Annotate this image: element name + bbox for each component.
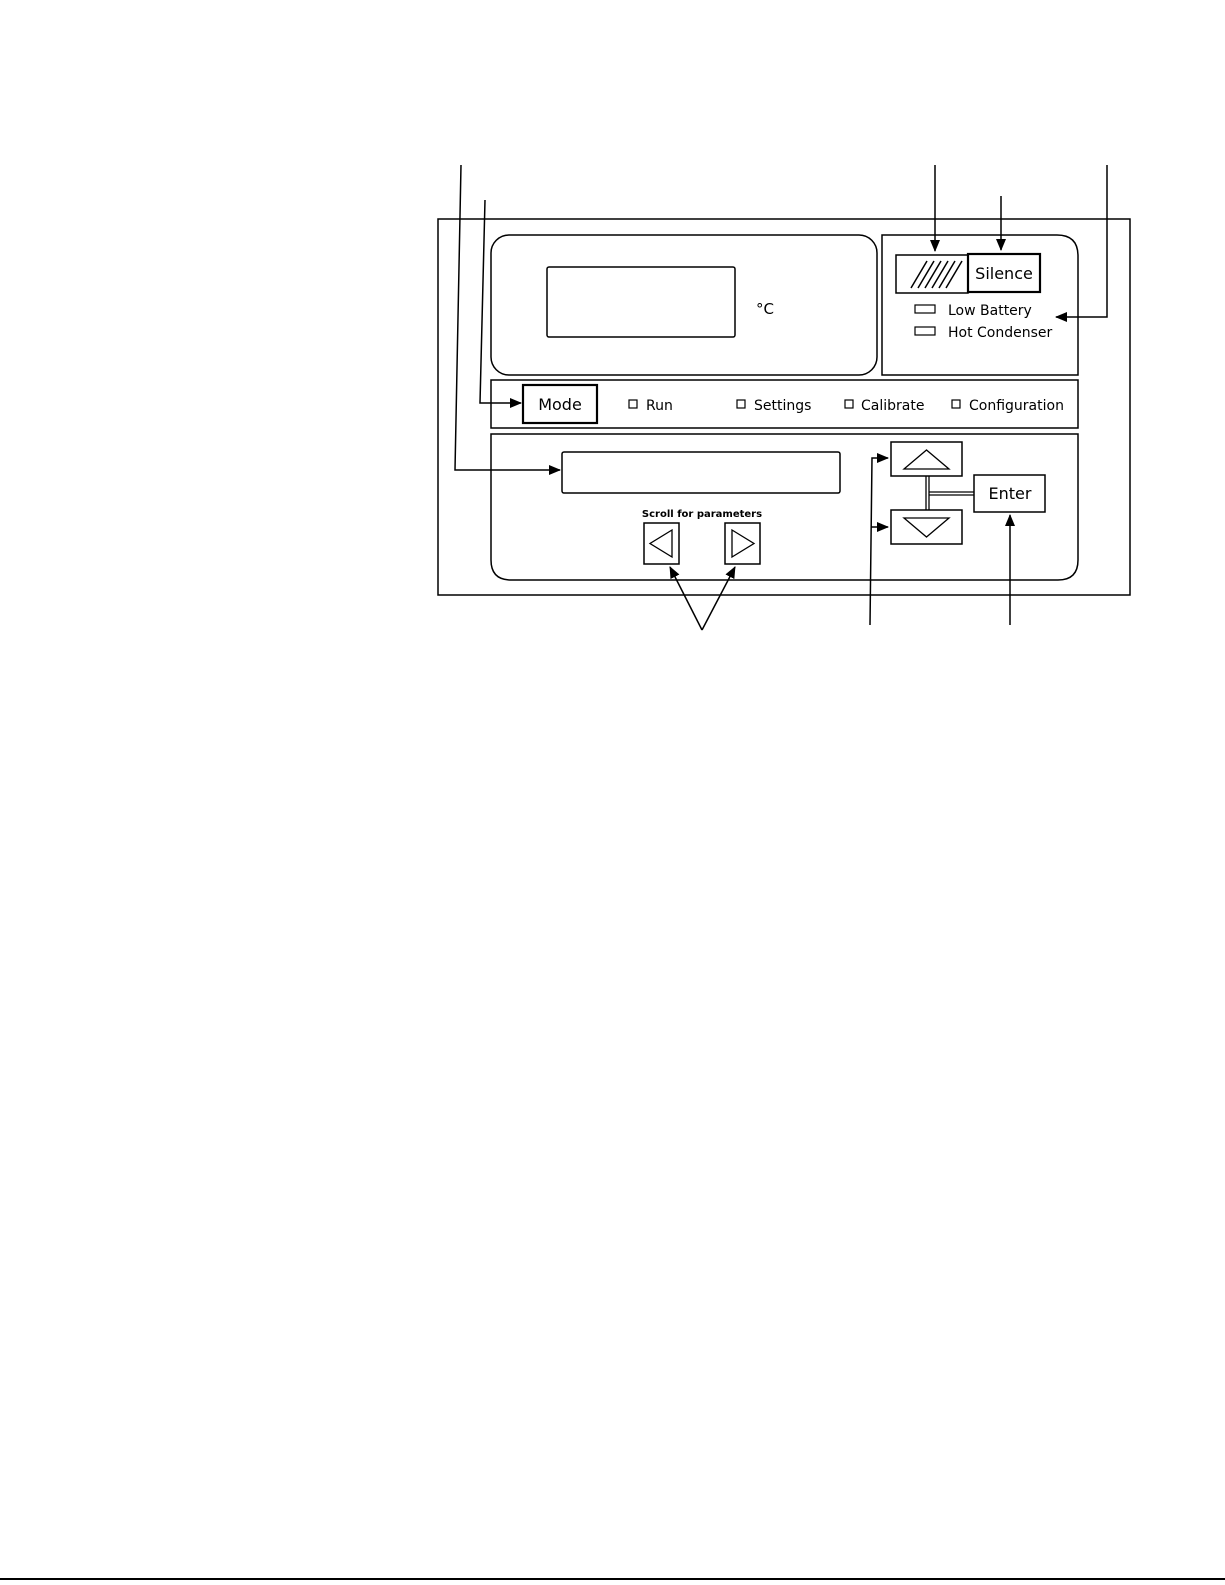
settings-led (737, 400, 745, 408)
scroll-for-parameters-label: Scroll for parameters (641, 509, 763, 520)
up-down-connector (926, 476, 974, 510)
temperature-display (547, 267, 735, 337)
configuration-led (952, 400, 960, 408)
settings-label: Settings (754, 398, 812, 414)
enter-button-label: Enter (988, 484, 1032, 503)
callout-scroll-right (702, 567, 735, 630)
alarm-button[interactable] (896, 255, 968, 293)
calibrate-led (845, 400, 853, 408)
hot-condenser-led (915, 327, 935, 335)
run-led (629, 400, 637, 408)
alarm-icon (911, 261, 962, 288)
configuration-label: Configuration (969, 398, 1064, 414)
callout-alarm-indicators (1056, 165, 1107, 317)
up-arrow-button[interactable] (891, 442, 962, 476)
silence-button-label: Silence (975, 264, 1033, 283)
callout-parameter-display (455, 165, 560, 470)
run-label: Run (646, 398, 673, 414)
down-arrow-button[interactable] (891, 510, 962, 544)
parameter-display (562, 452, 840, 493)
hot-condenser-label: Hot Condenser (948, 325, 1053, 341)
page-bottom-rule (0, 1578, 1225, 1580)
calibrate-label: Calibrate (861, 398, 925, 414)
callout-scroll-left (670, 567, 702, 630)
low-battery-led (915, 305, 935, 313)
temperature-section (491, 235, 877, 375)
mode-button-label: Mode (538, 395, 582, 414)
temperature-unit-label: °C (756, 300, 774, 318)
callout-up-arrow (870, 458, 888, 625)
low-battery-label: Low Battery (948, 303, 1032, 319)
